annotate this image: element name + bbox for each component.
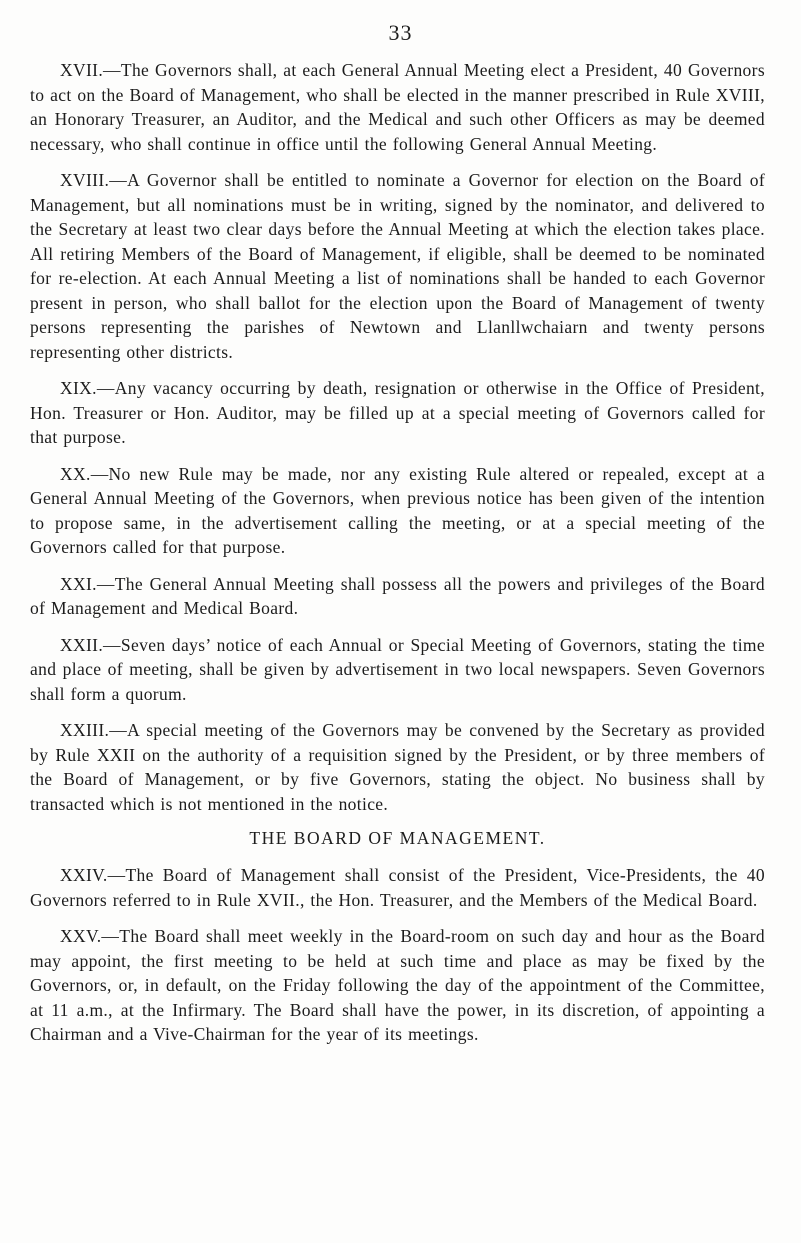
rule-xvii: XVII.—The Governors shall, at each General Annual Meeting elect a President, 40 Governors to act on the Board of Management, who shall be elected in the manner prescribed in Rule XVIII, an Honorary Treasurer, an Auditor, and the Medical and such other Officers as may be deemed necessary, who shall continue in office until the following General Annual Meeting. [30,60,765,154]
rule-xix: XIX.—Any vacancy occurring by death, resignation or otherwise in the Office of President, Hon. Treasurer or Hon. Auditor, may be filled up at a special meeting of Governors called for that purpose. [30,378,765,447]
rule-xviii: XVIII.—A Governor shall be entitled to nominate a Governor for election on the Board of Management, but all nominations must be in writing, signed by the nominator, and delivered to the Secretary at least two clear days before the Annual Meeting at which the election takes place. All retiring Members of the Board of Management, if eligible, shall be deemed to be nominated for re-election. At each Annual Meeting a list of nominations shall be handed to each Governor present in person, who shall ballot for the election upon the Board of Management of twenty persons representing the parishes of Newtown and Llanllwchaiarn and twenty persons representing other districts. [30,170,765,362]
section-heading-board-of-management: THE BOARD OF MANAGEMENT. [249,828,546,848]
page-number: 33 [388,20,413,45]
rule-xxiii: XXIII.—A special meeting of the Governors may be convened by the Secretary as provided by Rule XXII on the authority of a requisition signed by the President, or by three members of the Board of Management, or by five Governors, stating the object. No business shall by transacted which is not mentioned in the notice. [30,720,765,814]
rule-xxii: XXII.—Seven days’ notice of each Annual or Special Meeting of Governors, stating the time and place of meeting, shall be given by advertisement in two local newspapers. Seven Governors shall form a quorum. [30,634,765,704]
rule-xxi: XXI.—The General Annual Meeting shall possess all the powers and privileges of the Board of Management and Medical Board. [30,573,765,618]
rules-body [30,58,765,1059]
rule-xx: XX.—No new Rule may be made, nor any existing Rule altered or repealed, except at a General Annual Meeting of the Governors, when previous notice has been given of the intention to propose same, in the advertisement calling the meeting, or at a special meeting of the Governors called for that purpose. [30,463,765,557]
rule-xxv: XXV.—The Board shall meet weekly in the Board-room on such day and hour as the Board may appoint, the first meeting to be held at such time and place as may be fixed by the Governors, or, in default, on the Friday following the day of the appointment of the Committee, at 11 a.m., at the Infirmary. The Board shall have the power, in its discretion, of appointing a Chairman and a Vive-Chairman for the year of its meetings. [30,926,765,1044]
rule-xxiv: XXIV.—The Board of Management shall consist of the President, Vice-Presidents, the 40 Governors referred to in Rule XVII., the Hon. Treasurer, and the Members of the Medical Board. [30,865,765,910]
